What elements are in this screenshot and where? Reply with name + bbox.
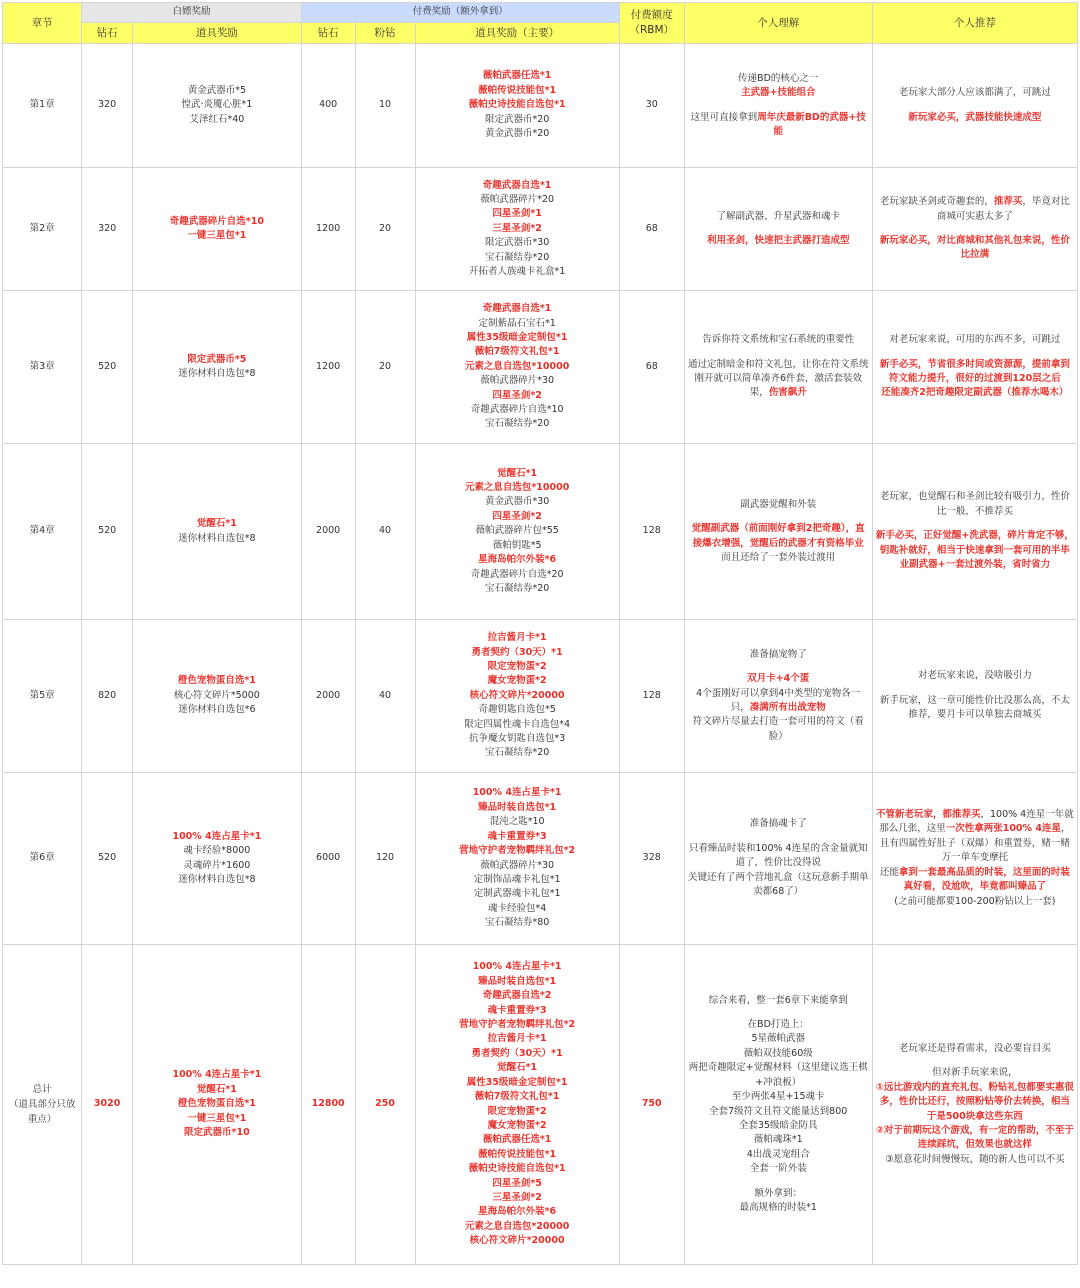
- comment-paragraph: [876, 694, 1074, 723]
- comment-paragraph: [688, 333, 869, 347]
- comment-text: 告诉你符文系统和宝石系统的重要性: [702, 334, 855, 346]
- comment-text: 而且还给了一套外装过渡用: [721, 551, 836, 563]
- reward-item: 薇帕7级符文礼包*1: [474, 1091, 560, 1103]
- free-items-cell: [133, 444, 302, 620]
- understanding-cell: [684, 945, 872, 1265]
- paid-amount-cell: 328: [619, 773, 684, 945]
- reward-item: 觉醒石*1: [497, 467, 538, 479]
- comment-paragraph: [688, 687, 869, 716]
- reward-item: 拉吉酱月卡*1: [487, 1033, 547, 1045]
- reward-item: 奇趣钥匙自选包*5: [478, 704, 556, 716]
- reward-item: 100% 4连占星卡*1: [472, 961, 562, 973]
- highlight-text: 觉醒副武器（前面刚好拿到2把奇趣），直接爆衣增强，觉醒后的武器才有资格毕业: [691, 523, 865, 549]
- header-paid-reward: 付费奖励（额外拿到）: [301, 3, 619, 23]
- recommend-cell: [872, 620, 1077, 773]
- reward-item: 星海岛帕尔外装*6: [478, 554, 557, 566]
- reward-item: 100% 4连占星卡*1: [172, 1069, 262, 1081]
- reward-item: 薇帕传说技能包*1: [478, 84, 557, 96]
- comment-paragraph: [688, 672, 869, 686]
- reward-item: 薇帕钥匙*5: [492, 539, 542, 551]
- comment-text: (之前可能都要100-200粉钻以上一套): [894, 895, 1056, 907]
- comment-text: 最高规格的时装*1: [739, 1201, 817, 1213]
- highlight-text: 新手必买，节省很多时间或资源源，提前拿到符文能力提升，很好的过渡到120层之后: [879, 358, 1070, 384]
- reward-item: 橙色宠物蛋自选*1: [177, 675, 256, 687]
- highlight-text: 推荐买: [993, 196, 1023, 208]
- comment-text: 额外拿到：: [754, 1187, 802, 1199]
- reward-item: 觉醒石*1: [196, 1083, 237, 1095]
- comment-text: 薇帕双技能60级: [743, 1047, 813, 1059]
- comment-text: 全套7级符文且符文能量达到800: [709, 1105, 848, 1117]
- paragraph-gap: [688, 1008, 869, 1018]
- chapter-cell: 第2章: [3, 168, 82, 291]
- comment-paragraph: [876, 895, 1074, 909]
- comment-paragraph: [688, 994, 869, 1008]
- highlight-text: 周年庆最新BD的武器+技能: [757, 111, 866, 137]
- comment-paragraph: [876, 1153, 1074, 1167]
- reward-item: 一键三星包*1: [187, 1112, 247, 1124]
- header-paid-amount: 付费额度 （RBM）: [619, 3, 684, 44]
- reward-item: 臻品时装自选包*1: [478, 801, 557, 813]
- reward-item: 元素之息自选包*10000: [464, 482, 570, 494]
- free-diamond-cell: 520: [82, 773, 133, 945]
- pink-diamond-cell: 20: [355, 168, 415, 291]
- free-items-cell: [133, 945, 302, 1265]
- reward-item: 魔女宠物蛋*2: [487, 1119, 547, 1131]
- comment-text: ，毕竟对比商城可实惠太多了: [936, 196, 1070, 222]
- comment-text: ，且有四属性好肚子（双爆）和重置券，赌一赌万一单车变摩托: [879, 823, 1071, 864]
- free-diamond-cell: 320: [82, 44, 133, 168]
- reward-table: [2, 2, 1078, 1265]
- table-row: [3, 773, 1078, 945]
- paid-diamond-cell: 12800: [301, 945, 355, 1265]
- reward-item: 惶武·炎魇心脏*1: [181, 99, 253, 111]
- reward-item: 觉醒石*1: [497, 1062, 538, 1074]
- comment-paragraph: [688, 871, 869, 900]
- table-row: [3, 444, 1078, 620]
- free-diamond-cell: 520: [82, 291, 133, 444]
- table-row: [3, 168, 1078, 291]
- comment-paragraph: [876, 86, 1074, 100]
- pink-diamond-cell: 250: [355, 945, 415, 1265]
- reward-item: 奇趣武器自选*1: [482, 179, 552, 191]
- comment-paragraph: [876, 669, 1074, 683]
- understanding-cell: [684, 291, 872, 444]
- reward-item: 薇帕史诗技能自选包*1: [468, 99, 566, 111]
- paragraph-gap: [688, 1177, 869, 1187]
- paid-amount-cell: 30: [619, 44, 684, 168]
- paragraph-gap: [688, 348, 869, 358]
- comment-paragraph: [688, 1090, 869, 1104]
- comment-paragraph: [876, 529, 1074, 572]
- reward-item: 定制饰品魂卡礼包*1: [473, 873, 561, 885]
- comment-text: 只看臻品时装和100% 4连星的含金量就知道了，性价比没得说: [688, 842, 868, 869]
- paid-amount-cell: 750: [619, 945, 684, 1265]
- comment-paragraph: [876, 490, 1074, 519]
- chapter-cell: 第1章: [3, 44, 82, 168]
- paragraph-gap: [688, 101, 869, 111]
- reward-item: 勇者契约（30天）*1: [471, 1047, 563, 1059]
- reward-item: 奇趣武器碎片自选*10: [470, 404, 564, 416]
- reward-item: 限定宠物蛋*2: [487, 660, 547, 672]
- comment-paragraph: [876, 808, 1074, 866]
- reward-item: 薇帕武器任选*1: [482, 1134, 552, 1146]
- reward-item: 四星圣剑*2: [492, 389, 542, 401]
- chapter-cell: 第6章: [3, 773, 82, 945]
- paragraph-gap: [688, 224, 869, 234]
- paid-diamond-cell: 2000: [301, 620, 355, 773]
- highlight-text: ①远比游戏内的直充礼包、粉钻礼包都要实惠很多，性价比还行，按照粉钻等价去转换，相当于是500块拿这些东西: [875, 1081, 1074, 1122]
- comment-text: 通过定制暗金和符文礼包，让你在符文系统刚开就可以简单凑齐6件套，激活套装效果，: [687, 358, 869, 399]
- header-paid-items: 道具奖励（主要）: [415, 23, 619, 44]
- comment-paragraph: [688, 111, 869, 140]
- comment-paragraph: [688, 1047, 869, 1061]
- comment-text: 符文碎片尽量去打造一套可用的符文（看脸）: [692, 716, 864, 742]
- reward-item: 薇帕武器任选*1: [482, 70, 552, 82]
- comment-text: ，100% 4连星一年就那么几张，这里: [879, 809, 1074, 835]
- comment-text: 老玩家还是得看需求，没必要盲目买: [898, 1042, 1051, 1054]
- paragraph-gap: [688, 512, 869, 522]
- highlight-text: 新玩家必买，对比商城和其他礼包来说，性价比拉满: [879, 235, 1070, 261]
- paragraph-gap: [876, 348, 1074, 358]
- comment-text: 对老玩家来说，可用的东西不多，可跳过: [889, 334, 1061, 346]
- paragraph-gap: [876, 224, 1074, 234]
- reward-item: 魂卡经验包*4: [487, 902, 547, 914]
- reward-item: 属性35级暗金定制包*1: [466, 1076, 568, 1088]
- header-free-reward: 白嫖奖励: [82, 3, 301, 23]
- comment-paragraph: [688, 522, 869, 551]
- comment-paragraph: [688, 1105, 869, 1119]
- comment-paragraph: [876, 1081, 1074, 1124]
- reward-item: 薇帕史诗技能自选包*1: [468, 1163, 566, 1175]
- comment-paragraph: [688, 648, 869, 662]
- paid-diamond-cell: 6000: [301, 773, 355, 945]
- reward-item: 黄金武器币*5: [187, 84, 247, 96]
- comment-paragraph: [688, 1201, 869, 1215]
- comment-paragraph: [876, 1124, 1074, 1153]
- highlight-text: 双月卡+4个蛋: [747, 673, 810, 685]
- comment-text: 传递BD的核心之一: [738, 72, 819, 84]
- free-diamond-cell: 3020: [82, 945, 133, 1265]
- paid-amount-cell: 128: [619, 620, 684, 773]
- comment-paragraph: [688, 1032, 869, 1046]
- reward-item: 艾泽红石*40: [189, 113, 245, 125]
- comment-text: 全套一阶外装: [749, 1163, 807, 1175]
- reward-item: 限定四属性魂卡自选包*4: [464, 718, 571, 730]
- reward-item: 一键三星包*1: [187, 230, 247, 241]
- highlight-text: 新手必买，正好觉醒+洗武器，碎片肯定不够，钥匙补就好，相当于快速拿到一套可用的半毕业副武器+一套过渡外装，省时省力: [875, 530, 1074, 571]
- paragraph-gap: [688, 832, 869, 842]
- free-diamond-cell: 520: [82, 444, 133, 620]
- pink-diamond-cell: 120: [355, 773, 415, 945]
- recommend-cell: [872, 945, 1077, 1265]
- comment-text: 对老玩家来说，没啥吸引力: [917, 670, 1032, 682]
- free-items-cell: [133, 44, 302, 168]
- highlight-text: ②对于前期玩这个游戏，有一定的帮助，不至于连续踩坑，但效果也就这样: [875, 1124, 1074, 1151]
- comment-paragraph: [688, 551, 869, 565]
- comment-paragraph: [688, 1133, 869, 1147]
- reward-item: 宝石凝结券*80: [484, 917, 550, 929]
- paid-items-cell: [415, 44, 619, 168]
- pink-diamond-cell: 20: [355, 291, 415, 444]
- reward-item: 三星圣剑*2: [492, 222, 542, 234]
- paragraph-gap: [688, 662, 869, 672]
- comment-text: 在BD打造上：: [747, 1019, 809, 1031]
- comment-text: 准备搞魂卡了: [749, 818, 807, 830]
- pink-diamond-cell: 40: [355, 620, 415, 773]
- reward-item: 营地守护者宠物羁绊礼包*2: [459, 845, 576, 857]
- reward-item: 薇帕武器碎片包*55: [475, 525, 559, 537]
- reward-item: 薇帕武器碎片*20: [480, 193, 555, 205]
- reward-item: 薇帕7级符文礼包*1: [474, 346, 560, 358]
- comment-paragraph: [876, 234, 1074, 263]
- reward-item: 奇趣武器碎片自选*20: [470, 568, 564, 580]
- reward-item: 灵魂碎片*1600: [183, 859, 251, 871]
- comment-paragraph: [688, 842, 869, 871]
- comment-text: 薇帕魂珠*1: [753, 1134, 803, 1146]
- reward-item: 定制武器魂卡礼包*1: [473, 888, 561, 900]
- header-recommend: 个人推荐: [872, 3, 1077, 44]
- reward-item: 宝石凝结券*20: [484, 418, 550, 430]
- table-row: [3, 945, 1078, 1265]
- pink-diamond-cell: 10: [355, 44, 415, 168]
- paid-items-cell: [415, 620, 619, 773]
- reward-item: 薇帕武器碎片*30: [480, 375, 555, 387]
- reward-item: 三星圣剑*2: [492, 1191, 542, 1203]
- highlight-text: 主武器+技能组合: [740, 87, 816, 99]
- reward-item: 四星圣剑*2: [492, 510, 542, 522]
- free-diamond-cell: 320: [82, 168, 133, 291]
- comment-text: ③愿意花时间慢慢玩，随的新人也可以不买: [885, 1153, 1065, 1165]
- highlight-text: 新玩家必买，武器技能快速成型: [908, 111, 1042, 123]
- reward-item: 宝石凝结券*20: [484, 747, 550, 759]
- comment-text: 4个蛋刚好可以拿到4中类型的宠物各一只，: [696, 687, 861, 713]
- comment-text: 至少两张4星+15魂卡: [731, 1091, 825, 1103]
- comment-paragraph: [688, 817, 869, 831]
- understanding-cell: [684, 620, 872, 773]
- comment-text: 两把奇趣限定+觉醒材料（这里建议选王棋+冲浪板）: [688, 1062, 868, 1088]
- recommend-cell: [872, 168, 1077, 291]
- header-pink-diamond: 粉钻: [355, 23, 415, 44]
- reward-item: 迷你材料自选包*8: [178, 532, 256, 544]
- reward-item: 薇帕武器碎片*30: [480, 859, 555, 871]
- comment-text: 综合来看，整一套6章下来能拿到: [708, 994, 848, 1006]
- reward-item: 核心符文碎片*5000: [173, 689, 260, 701]
- reward-item: 臻品时装自选包*1: [478, 975, 557, 987]
- comment-text: 了解副武器、升星武器和魂卡: [716, 210, 840, 222]
- free-diamond-cell: 820: [82, 620, 133, 773]
- reward-item: 定制紫晶石宝石*1: [478, 317, 556, 329]
- reward-item: 限定宠物蛋*2: [487, 1105, 547, 1117]
- chapter-cell: 第4章: [3, 444, 82, 620]
- reward-item: 限定武器币*5: [187, 353, 247, 365]
- paid-amount-cell: 68: [619, 168, 684, 291]
- reward-item: 抗争魔女钥匙自选包*3: [468, 733, 566, 745]
- comment-paragraph: [688, 1018, 869, 1032]
- highlight-text: 不管新老玩家，都推荐买: [875, 809, 981, 821]
- reward-item: 奇趣武器碎片自选*10: [169, 215, 264, 227]
- paid-diamond-cell: 400: [301, 44, 355, 168]
- reward-item: 限定武器币*20: [484, 113, 550, 125]
- reward-item: 元素之息自选包*20000: [464, 1220, 570, 1232]
- header-free-diamond: 钻石: [82, 23, 133, 44]
- recommend-cell: [872, 291, 1077, 444]
- paid-diamond-cell: 1200: [301, 168, 355, 291]
- header-chapter: 章节: [3, 3, 82, 44]
- reward-item: 100% 4连占星卡*1: [172, 830, 262, 842]
- reward-item: 核心符文碎片*20000: [469, 689, 565, 701]
- reward-item: 奇趣武器自选*1: [482, 303, 552, 315]
- reward-item: 勇者契约（30天）*1: [471, 646, 563, 658]
- reward-item: 黄金武器币*20: [484, 128, 550, 140]
- paragraph-gap: [876, 684, 1074, 694]
- paid-items-cell: [415, 773, 619, 945]
- understanding-cell: [684, 773, 872, 945]
- table-row: [3, 291, 1078, 444]
- comment-text: 副武器觉醒和外装: [740, 498, 817, 510]
- recommend-cell: [872, 444, 1077, 620]
- comment-text: 老玩家大部分人应该都满了，可跳过: [898, 87, 1051, 99]
- header-free-items: 道具奖励: [133, 23, 302, 44]
- comment-text: 这里可直接拿到: [690, 111, 758, 123]
- comment-paragraph: [876, 111, 1074, 125]
- comment-paragraph: [688, 234, 869, 248]
- reward-item: 觉醒石*1: [196, 518, 237, 530]
- reward-item: 核心符文碎片*20000: [469, 1235, 565, 1247]
- comment-text: 5星薇帕武器: [751, 1033, 805, 1045]
- reward-item: 限定武器币*30: [484, 237, 550, 249]
- comment-paragraph: [688, 715, 869, 744]
- highlight-text: 伤害飙升: [768, 387, 807, 399]
- reward-item: 营地守护者宠物羁绊礼包*2: [459, 1019, 576, 1031]
- reward-item: 迷你材料自选包*6: [178, 704, 256, 716]
- header-understanding: 个人理解: [684, 3, 872, 44]
- comment-text: 关键还有了两个营地礼盒（这玩意新手期单卖都68了）: [687, 871, 869, 898]
- free-items-cell: [133, 620, 302, 773]
- reward-item: 薇帕传说技能包*1: [478, 1148, 557, 1160]
- reward-item: 混沌之匙*10: [489, 816, 545, 828]
- table-row: [3, 44, 1078, 168]
- comment-paragraph: [688, 498, 869, 512]
- comment-text: 还能: [879, 866, 899, 878]
- reward-item: 限定武器币*10: [184, 1127, 250, 1139]
- comment-paragraph: [688, 1119, 869, 1133]
- table-body: [3, 44, 1078, 1265]
- comment-paragraph: [688, 358, 869, 401]
- comment-paragraph: [876, 195, 1074, 224]
- understanding-cell: [684, 168, 872, 291]
- comment-paragraph: [688, 210, 869, 224]
- comment-text: 老玩家缺圣剑或奇趣套的，: [879, 196, 994, 208]
- paid-items-cell: [415, 945, 619, 1265]
- paragraph-gap: [876, 101, 1074, 111]
- reward-item: 宝石凝结券*20: [484, 582, 550, 594]
- reward-item: 迷你材料自选包*8: [178, 873, 256, 885]
- comment-text: 准备搞宠物了: [749, 648, 807, 660]
- free-items-cell: [133, 291, 302, 444]
- comment-paragraph: [876, 358, 1074, 387]
- highlight-text: 利用圣剑，快速把主武器打造成型: [706, 235, 850, 246]
- comment-text: 但对新手玩家来说，: [932, 1067, 1018, 1079]
- reward-item: 魔女宠物蛋*2: [487, 675, 547, 687]
- highlight-text: 还能凑齐2把奇趣限定副武器（推荐水喝木）: [881, 387, 1069, 399]
- comment-paragraph: [876, 386, 1074, 400]
- chapter-cell: 第3章: [3, 291, 82, 444]
- paragraph-gap: [876, 1056, 1074, 1066]
- paid-items-cell: [415, 168, 619, 291]
- header-paid-diamond: 钻石: [301, 23, 355, 44]
- paid-diamond-cell: 2000: [301, 444, 355, 620]
- reward-item: 星海岛帕尔外装*6: [478, 1206, 557, 1218]
- recommend-cell: [872, 44, 1077, 168]
- paid-items-cell: [415, 444, 619, 620]
- reward-item: 迷你材料自选包*8: [178, 368, 256, 379]
- paid-items-cell: [415, 291, 619, 444]
- comment-paragraph: [688, 1061, 869, 1090]
- comment-paragraph: [688, 1148, 869, 1162]
- comment-paragraph: [876, 1042, 1074, 1056]
- comment-text: 全套35级暗金防具: [738, 1119, 818, 1131]
- chapter-cell: 总计 （道具部分只放重点）: [3, 945, 82, 1265]
- highlight-text: 凑满所有出战宠物: [749, 702, 826, 713]
- reward-item: 开拓者人族魂卡礼盒*1: [468, 266, 566, 278]
- understanding-cell: [684, 44, 872, 168]
- reward-item: 宝石凝结券*20: [484, 251, 550, 263]
- recommend-cell: [872, 773, 1077, 945]
- understanding-cell: [684, 444, 872, 620]
- reward-item: 属性35级暗金定制包*1: [466, 331, 568, 343]
- comment-text: 新手玩家，这一章可能性价比没那么高，不太推荐，要月卡可以单独去商城买: [879, 694, 1070, 721]
- paragraph-gap: [876, 519, 1074, 529]
- paid-diamond-cell: 1200: [301, 291, 355, 444]
- reward-item: 四星圣剑*1: [492, 208, 542, 220]
- reward-item: 奇趣武器自选*2: [482, 990, 552, 1002]
- comment-text: 4出战灵宠组合: [746, 1148, 810, 1160]
- table-row: [3, 620, 1078, 773]
- paid-amount-cell: 128: [619, 444, 684, 620]
- comment-paragraph: [876, 866, 1074, 895]
- reward-item: 拉吉酱月卡*1: [487, 632, 547, 644]
- comment-paragraph: [876, 1066, 1074, 1080]
- reward-item: 橙色宠物蛋自选*1: [177, 1098, 256, 1110]
- highlight-text: 一次性拿两张100% 4连星: [945, 823, 1061, 835]
- paid-amount-cell: 68: [619, 291, 684, 444]
- comment-paragraph: [688, 72, 869, 86]
- reward-item: 魂卡重置券*3: [487, 830, 547, 842]
- reward-item: 四星圣剑*5: [492, 1177, 542, 1189]
- pink-diamond-cell: 40: [355, 444, 415, 620]
- comment-paragraph: [876, 333, 1074, 347]
- reward-item: 魂卡经验*8000: [183, 845, 251, 857]
- free-items-cell: [133, 773, 302, 945]
- comment-paragraph: [688, 86, 869, 100]
- reward-item: 黄金武器币*30: [484, 496, 550, 508]
- free-items-cell: [133, 168, 302, 291]
- chapter-cell: 第5章: [3, 620, 82, 773]
- comment-paragraph: [688, 1162, 869, 1176]
- comment-text: 老玩家，也觉醒石和圣剑比较有吸引力，性价比一般，不推荐买: [879, 491, 1070, 517]
- comment-paragraph: [688, 1187, 869, 1201]
- reward-item: 元素之息自选包*10000: [464, 360, 570, 372]
- reward-item: 100% 4连占星卡*1: [472, 787, 562, 799]
- reward-item: 魂卡重置券*3: [487, 1004, 547, 1016]
- highlight-text: 拿到一套最高品质的时装，这里面的时装真好看，没尬吹，毕竟都叫臻品了: [898, 866, 1070, 893]
